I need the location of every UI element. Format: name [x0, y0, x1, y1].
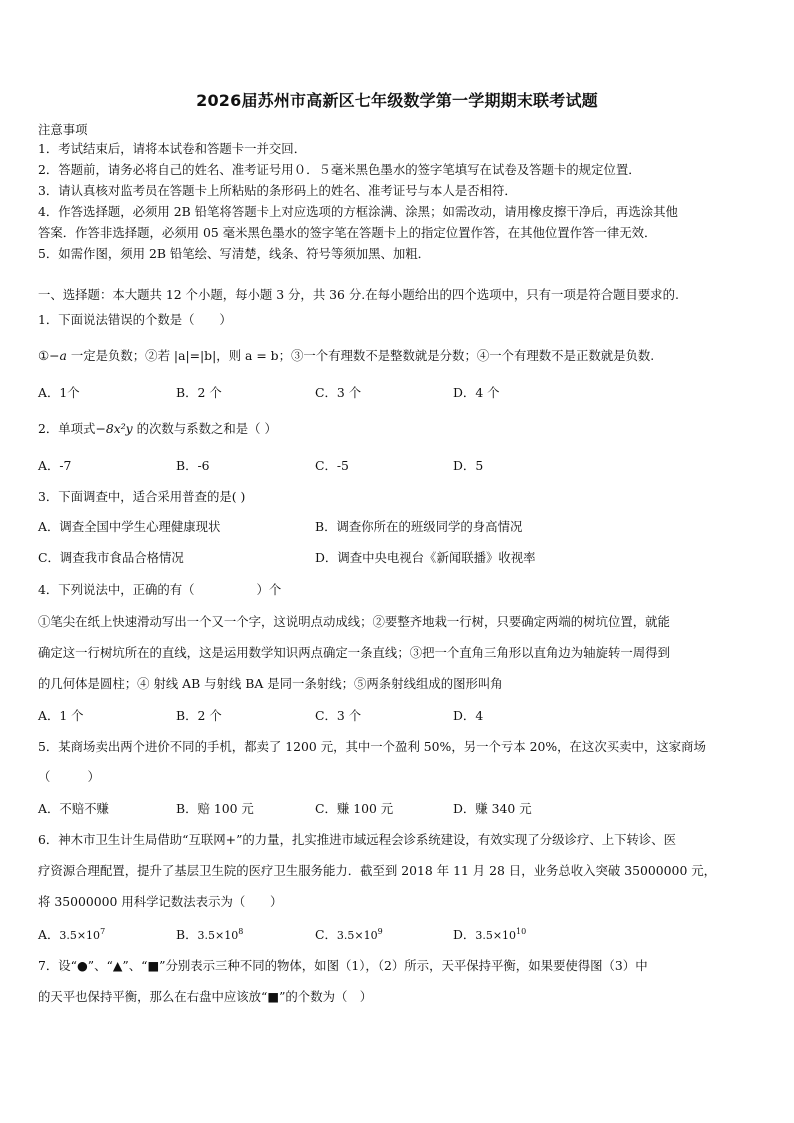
option-a: A．1 个 [38, 708, 84, 723]
question-7-text: 7．设“●”、“▲”、“■”分别表示三种不同的物体，如图（1），（2）所示，天平保持平衡，如果要使得图（3）中 [38, 958, 648, 973]
question-5-text: （ ） [38, 769, 100, 784]
question-1-stem: 1．下面说法错误的个数是（ ） [38, 312, 232, 327]
option-b: B．2 个 [176, 708, 222, 723]
option-c: C．-5 [315, 458, 349, 473]
notice-item: 答案．作答非选择题，必须用 05 毫米黑色墨水的签字笔在答题卡上的指定位置作答，在其他位置作答一律无效． [38, 225, 657, 240]
notice-item: 3．请认真核对监考员在答题卡上所粘贴的条形码上的姓名、准考证号与本人是否相符． [38, 183, 517, 198]
option-d: D．赚 340 元 [453, 801, 532, 816]
option-a: A．1个 [38, 385, 80, 400]
option-a: A．不赔不赚 [38, 801, 109, 816]
question-4-stem: 4．下列说法中，正确的有（ ）个 [38, 582, 282, 597]
option-a: A．调查全国中学生心理健康现状 [38, 519, 221, 534]
question-5-text: 5．某商场卖出两个进价不同的手机，都卖了 1200 元，其中一个盈利 50%，另一个亏本 20%，在这次买卖中，这家商场 [38, 739, 706, 754]
question-4-text: ①笔尖在纸上快速滑动写出一个又一个字，这说明点动成线；②要整齐地栽一行树，只要确定两端的树坑位置，就能 [38, 614, 670, 629]
question-1-statements: ①−a 一定是负数；②若 |a|=|b|，则 a = b；③一个有理数不是整数就是分数；④一个有理数不是正数就是负数. [38, 348, 655, 363]
question-6-text: 将 35000000 用科学记数法表示为（ ） [38, 894, 283, 909]
page-title: 2026届苏州市高新区七年级数学第一学期期末联考试题 [196, 91, 598, 110]
option-c: C．3 个 [315, 708, 362, 723]
notice-item: 4．作答选择题，必须用 2B 铅笔将答题卡上对应选项的方框涂满、涂黑；如需改动，请用橡皮擦干净后，再选涂其他 [38, 204, 678, 219]
question-3-stem: 3．下面调查中，适合采用普查的是( ) [38, 489, 246, 504]
option-b: B．调查你所在的班级同学的身高情况 [315, 519, 523, 534]
notice-heading: 注意事项 [38, 122, 88, 137]
option-c: C．赚 100 元 [315, 801, 394, 816]
option-b: B．$3.5\times 10^8$ [176, 926, 244, 942]
notice-item: 1．考试结束后，请将本试卷和答题卡一并交回． [38, 141, 307, 156]
option-c: C．调查我市食品合格情况 [38, 550, 184, 565]
option-b: B．-6 [176, 458, 210, 473]
question-6-text: 疗资源合理配置，提升了基层卫生院的医疗卫生服务能力．截至到 2018 年 11 月 28 日，业务总收入突破 35000000 元， [38, 863, 717, 878]
question-7-text: 的天平也保持平衡，那么在右盘中应该放“■”的个数为（ ） [38, 989, 373, 1004]
question-4-text: 的几何体是圆柱；④ 射线 AB 与射线 BA 是同一条射线；⑤两条射线组成的图形叫角 [38, 676, 503, 691]
option-b: B．2 个 [176, 385, 222, 400]
question-4-text: 确定这一行树坑所在的直线，这是运用数学知识两点确定一条直线；③把一个直角三角形以直角边为轴旋转一周得到 [38, 645, 670, 660]
option-d: D．4 个 [453, 385, 500, 400]
option-d: D．4 [453, 708, 484, 723]
option-c: C．$3.5\times 10^9$ [315, 926, 383, 942]
option-a: A．-7 [38, 458, 72, 473]
option-c: C．3 个 [315, 385, 362, 400]
question-2-stem: 2．单项式−8x²y 的次数与系数之和是（ ） [38, 421, 277, 436]
section-heading: 一、选择题：本大题共 12 个小题，每小题 3 分，共 36 分.在每小题给出的四个选项中，只有一项是符合题目要求的. [38, 287, 679, 302]
option-d: D．5 [453, 458, 484, 473]
option-d: D．$3.5\times 10^{10}$ [453, 926, 527, 942]
option-d: D．调查中央电视台《新闻联播》收视率 [315, 550, 536, 565]
notice-item: 2．答题前，请务必将自己的姓名、准考证号用０．５毫米黑色墨水的签字笔填写在试卷及答题卡的规定位置． [38, 162, 641, 177]
option-a: A．$3.5\times 10^7$ [38, 926, 106, 942]
option-b: B．赔 100 元 [176, 801, 254, 816]
question-6-text: 6．神木市卫生计生局借助“互联网+”的力量，扎实推进市域远程会诊系统建设，有效实现了分级诊疗、上下转诊、医 [38, 832, 677, 847]
notice-item: 5．如需作图，须用 2B 铅笔绘、写清楚，线条、符号等须加黑、加粗． [38, 246, 431, 261]
